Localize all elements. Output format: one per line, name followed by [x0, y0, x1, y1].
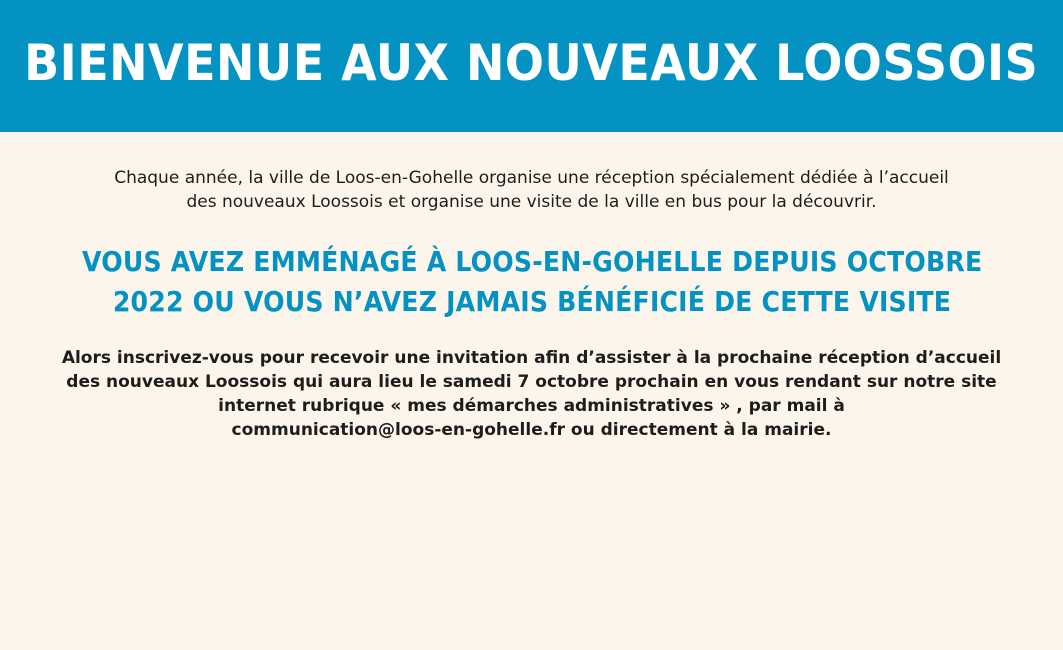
invitation-line: internet rubrique « mes démarches administratives » , par mail à [218, 396, 845, 416]
header-banner [0, 0, 1063, 132]
intro-line: des nouveaux Loossois et organise une visite de la ville en bus pour la découvrir. [186, 192, 877, 212]
invitation-line: communication@loos-en-gohelle.fr ou directement à la mairie. [231, 420, 832, 440]
invitation-paragraph [52, 322, 1012, 442]
section-heading-line: 2022 OU VOUS N’AVEZ JAMAIS BÉNÉFICIÉ DE CETTE VISITE [112, 285, 951, 318]
section-heading-line: VOUS AVEZ EMMÉNAGÉ À LOOS-EN-GOHELLE DEPUIS OCTOBRE [81, 245, 982, 278]
main-content [0, 132, 1063, 442]
invitation-line: des nouveaux Loossois qui aura lieu le samedi 7 octobre prochain en vous rendant sur notre site [66, 372, 997, 392]
intro-paragraph [52, 132, 1012, 214]
section-heading [82, 214, 982, 322]
intro-line: Chaque année, la ville de Loos-en-Gohelle organise une réception spécialement dédiée à l’accueil [114, 168, 949, 188]
page-title: BIENVENUE AUX NOUVEAUX LOOSSOIS [24, 34, 1039, 92]
invitation-line: Alors inscrivez-vous pour recevoir une invitation afin d’assister à la prochaine réception d’accueil [61, 348, 1002, 368]
